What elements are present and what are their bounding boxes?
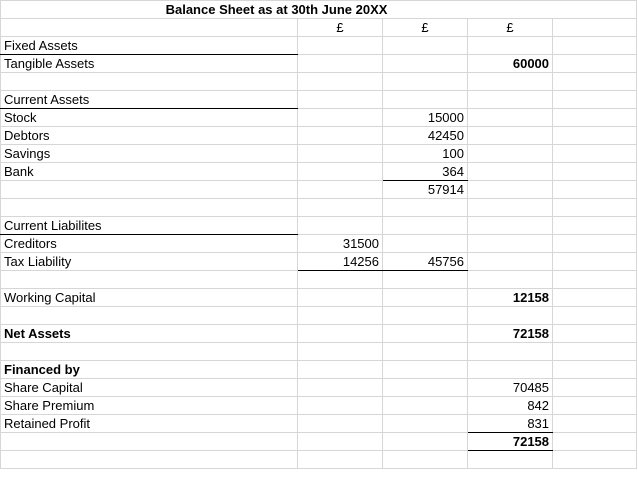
- cell-empty[interactable]: [468, 181, 553, 199]
- cell-empty[interactable]: [553, 325, 637, 343]
- cell-empty[interactable]: [553, 73, 637, 91]
- row-value[interactable]: 31500: [298, 235, 383, 253]
- cell-empty[interactable]: [298, 361, 383, 379]
- cell-empty[interactable]: [553, 145, 637, 163]
- table-row: [1, 199, 637, 217]
- currency-header[interactable]: £: [298, 19, 383, 37]
- cell-empty[interactable]: [553, 37, 637, 55]
- row-label[interactable]: Share Capital: [1, 379, 298, 397]
- cell-empty[interactable]: [468, 37, 553, 55]
- cell-empty[interactable]: [383, 289, 468, 307]
- cell-empty[interactable]: [1, 307, 298, 325]
- cell-empty[interactable]: [298, 433, 383, 451]
- cell-empty[interactable]: [468, 451, 553, 469]
- row-label[interactable]: Stock: [1, 109, 298, 127]
- cell-empty[interactable]: [383, 343, 468, 361]
- table-row: [1, 163, 637, 181]
- cell-empty[interactable]: [383, 307, 468, 325]
- cell-empty[interactable]: [298, 289, 383, 307]
- table-row: [1, 379, 637, 397]
- cell-empty[interactable]: [383, 325, 468, 343]
- total-value[interactable]: 72158: [468, 433, 553, 451]
- cell-empty[interactable]: [383, 451, 468, 469]
- cell-empty[interactable]: [553, 199, 637, 217]
- row-label[interactable]: Working Capital: [1, 289, 298, 307]
- row-value[interactable]: 364: [383, 163, 468, 181]
- table-row: [1, 415, 637, 433]
- cell-empty[interactable]: [553, 19, 637, 37]
- cell-empty[interactable]: [298, 217, 383, 235]
- cell-empty[interactable]: [468, 145, 553, 163]
- title-row: [1, 1, 637, 19]
- cell-empty[interactable]: [1, 73, 298, 91]
- cell-empty[interactable]: [468, 253, 553, 271]
- cell-empty[interactable]: [468, 235, 553, 253]
- cell-empty[interactable]: [298, 415, 383, 433]
- cell-empty[interactable]: [298, 379, 383, 397]
- table-row: [1, 289, 637, 307]
- cell-empty[interactable]: [468, 271, 553, 289]
- cell-empty[interactable]: [383, 55, 468, 73]
- table-row: [1, 325, 637, 343]
- row-label[interactable]: Share Premium: [1, 397, 298, 415]
- cell-empty[interactable]: [298, 325, 383, 343]
- subtotal-value[interactable]: 57914: [383, 181, 468, 199]
- cell-empty[interactable]: [468, 127, 553, 145]
- cell-empty[interactable]: [468, 361, 553, 379]
- cell-empty[interactable]: [553, 433, 637, 451]
- row-label[interactable]: Retained Profit: [1, 415, 298, 433]
- table-row: [1, 451, 637, 469]
- cell-empty[interactable]: [468, 343, 553, 361]
- cell-empty[interactable]: [298, 307, 383, 325]
- table-row: [1, 307, 637, 325]
- currency-header[interactable]: £: [468, 19, 553, 37]
- section-heading[interactable]: Fixed Assets: [1, 37, 298, 55]
- cell-empty[interactable]: [553, 397, 637, 415]
- table-row: [1, 91, 637, 109]
- cell-empty[interactable]: [553, 163, 637, 181]
- row-value[interactable]: 842: [468, 397, 553, 415]
- cell-empty[interactable]: [298, 199, 383, 217]
- table-row: [1, 55, 637, 73]
- table-row: [1, 109, 637, 127]
- cell-empty[interactable]: [468, 217, 553, 235]
- table-row: [1, 271, 637, 289]
- table-row: [1, 397, 637, 415]
- cell-empty[interactable]: [553, 343, 637, 361]
- table-row: [1, 253, 637, 271]
- row-label[interactable]: Creditors: [1, 235, 298, 253]
- cell-empty[interactable]: [553, 361, 637, 379]
- sheet-title[interactable]: Balance Sheet as at 30th June 20XX: [1, 1, 553, 19]
- cell-empty[interactable]: [1, 271, 298, 289]
- cell-empty[interactable]: [1, 451, 298, 469]
- cell-empty[interactable]: [553, 55, 637, 73]
- total-value[interactable]: 60000: [468, 55, 553, 73]
- total-value[interactable]: 12158: [468, 289, 553, 307]
- cell-empty[interactable]: [553, 415, 637, 433]
- cell-empty[interactable]: [1, 343, 298, 361]
- cell-empty[interactable]: [298, 271, 383, 289]
- row-value[interactable]: 100: [383, 145, 468, 163]
- row-label[interactable]: Savings: [1, 145, 298, 163]
- cell-empty[interactable]: [553, 271, 637, 289]
- cell-empty[interactable]: [383, 433, 468, 451]
- row-label[interactable]: Tax Liability: [1, 253, 298, 271]
- cell-empty[interactable]: [1, 19, 298, 37]
- cell-empty[interactable]: [468, 307, 553, 325]
- row-value[interactable]: 14256: [298, 253, 383, 271]
- cell-empty[interactable]: [553, 235, 637, 253]
- cell-empty[interactable]: [468, 91, 553, 109]
- cell-empty[interactable]: [553, 379, 637, 397]
- cell-empty[interactable]: [298, 127, 383, 145]
- cell-empty[interactable]: [383, 271, 468, 289]
- row-label[interactable]: Net Assets: [1, 325, 298, 343]
- table-row: [1, 145, 637, 163]
- table-row: [1, 361, 637, 379]
- cell-empty[interactable]: [298, 451, 383, 469]
- cell-empty[interactable]: [553, 253, 637, 271]
- cell-empty[interactable]: [553, 181, 637, 199]
- cell-empty[interactable]: [298, 73, 383, 91]
- cell-empty[interactable]: [298, 163, 383, 181]
- cell-empty[interactable]: [298, 91, 383, 109]
- cell-empty[interactable]: [298, 145, 383, 163]
- cell-empty[interactable]: [553, 307, 637, 325]
- section-heading[interactable]: Financed by: [1, 361, 298, 379]
- cell-empty[interactable]: [383, 91, 468, 109]
- cell-empty[interactable]: [1, 433, 298, 451]
- cell-empty[interactable]: [468, 109, 553, 127]
- cell-empty[interactable]: [553, 451, 637, 469]
- row-label[interactable]: Bank: [1, 163, 298, 181]
- cell-empty[interactable]: [553, 289, 637, 307]
- cell-empty[interactable]: [383, 235, 468, 253]
- table-row: [1, 235, 637, 253]
- table-row: [1, 181, 637, 199]
- cell-empty[interactable]: [383, 37, 468, 55]
- table-row: [1, 433, 637, 451]
- row-value[interactable]: 70485: [468, 379, 553, 397]
- cell-empty[interactable]: [553, 217, 637, 235]
- cell-empty[interactable]: [298, 55, 383, 73]
- currency-header-row: [1, 19, 637, 37]
- cell-empty[interactable]: [468, 73, 553, 91]
- cell-empty[interactable]: [298, 181, 383, 199]
- section-heading[interactable]: Current Liabilites: [1, 217, 298, 235]
- subtotal-value[interactable]: 45756: [383, 253, 468, 271]
- section-heading[interactable]: Current Assets: [1, 91, 298, 109]
- cell-empty[interactable]: [383, 397, 468, 415]
- row-value[interactable]: 15000: [383, 109, 468, 127]
- cell-empty[interactable]: [383, 379, 468, 397]
- cell-empty[interactable]: [298, 109, 383, 127]
- cell-empty[interactable]: [1, 199, 298, 217]
- table-row: [1, 217, 637, 235]
- cell-empty[interactable]: [383, 361, 468, 379]
- cell-empty[interactable]: [468, 163, 553, 181]
- cell-empty[interactable]: [553, 127, 637, 145]
- cell-empty[interactable]: [383, 199, 468, 217]
- table-row: [1, 127, 637, 145]
- cell-empty[interactable]: [553, 91, 637, 109]
- cell-empty[interactable]: [553, 109, 637, 127]
- cell-empty[interactable]: [468, 199, 553, 217]
- row-value[interactable]: 831: [468, 415, 553, 433]
- table-row: [1, 37, 637, 55]
- row-label[interactable]: Tangible Assets: [1, 55, 298, 73]
- total-value[interactable]: 72158: [468, 325, 553, 343]
- cell-empty[interactable]: [383, 415, 468, 433]
- row-value[interactable]: 42450: [383, 127, 468, 145]
- cell-empty[interactable]: [553, 1, 637, 19]
- cell-empty[interactable]: [383, 73, 468, 91]
- cell-empty[interactable]: [383, 217, 468, 235]
- cell-empty[interactable]: [298, 343, 383, 361]
- currency-header[interactable]: £: [383, 19, 468, 37]
- cell-empty[interactable]: [298, 37, 383, 55]
- cell-empty[interactable]: [298, 397, 383, 415]
- table-row: [1, 73, 637, 91]
- table-row: [1, 343, 637, 361]
- cell-empty[interactable]: [1, 181, 298, 199]
- row-label[interactable]: Debtors: [1, 127, 298, 145]
